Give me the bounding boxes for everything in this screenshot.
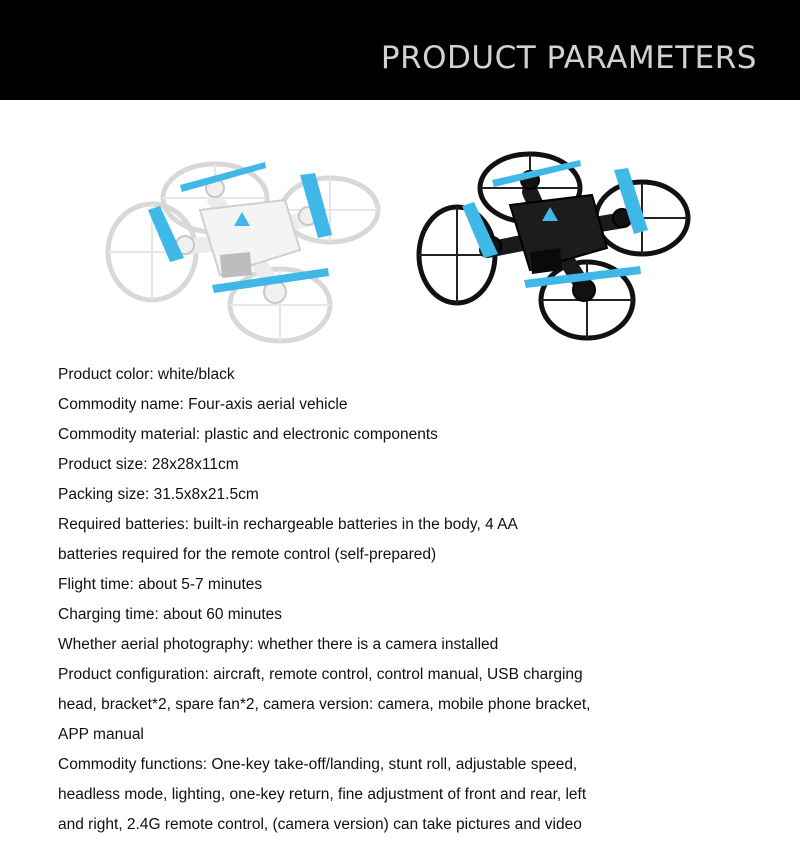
- spec-line: batteries required for the remote control (self-prepared): [58, 546, 437, 563]
- spec-line: Product size: 28x28x11cm: [58, 456, 239, 473]
- spec-line: Commodity name: Four-axis aerial vehicle: [58, 396, 348, 413]
- white-drone-image: [100, 140, 390, 350]
- spec-line: Whether aerial photography: whether there is a camera installed: [58, 636, 499, 653]
- spec-line: head, bracket*2, spare fan*2, camera version: camera, mobile phone bracket,: [58, 696, 591, 713]
- spec-line: Required batteries: built-in rechargeable batteries in the body, 4 AA: [58, 516, 518, 533]
- page-title: PRODUCT PARAMETERS: [380, 40, 757, 76]
- camera-icon: [220, 252, 252, 278]
- spec-line: Commodity functions: One-key take-off/landing, stunt roll, adjustable speed,: [58, 756, 578, 773]
- propeller: [300, 173, 332, 238]
- product-images: [0, 140, 800, 350]
- spec-line: APP manual: [58, 726, 144, 743]
- black-drone-image: [412, 140, 702, 350]
- spec-line: Product color: white/black: [58, 366, 235, 383]
- spec-line: Packing size: 31.5x8x21.5cm: [58, 486, 259, 503]
- spec-line: Charging time: about 60 minutes: [58, 606, 283, 623]
- camera-icon: [530, 248, 562, 274]
- spec-line: Flight time: about 5-7 minutes: [58, 576, 263, 593]
- spec-line: Product configuration: aircraft, remote control, control manual, USB charging: [58, 666, 583, 683]
- spec-line: headless mode, lighting, one-key return, fine adjustment of front and rear, left: [58, 786, 587, 803]
- spec-list: [58, 360, 658, 840]
- header-banner: [0, 0, 800, 100]
- spec-line: Commodity material: plastic and electronic components: [58, 426, 438, 443]
- spec-line: and right, 2.4G remote control, (camera version) can take pictures and video: [58, 816, 582, 833]
